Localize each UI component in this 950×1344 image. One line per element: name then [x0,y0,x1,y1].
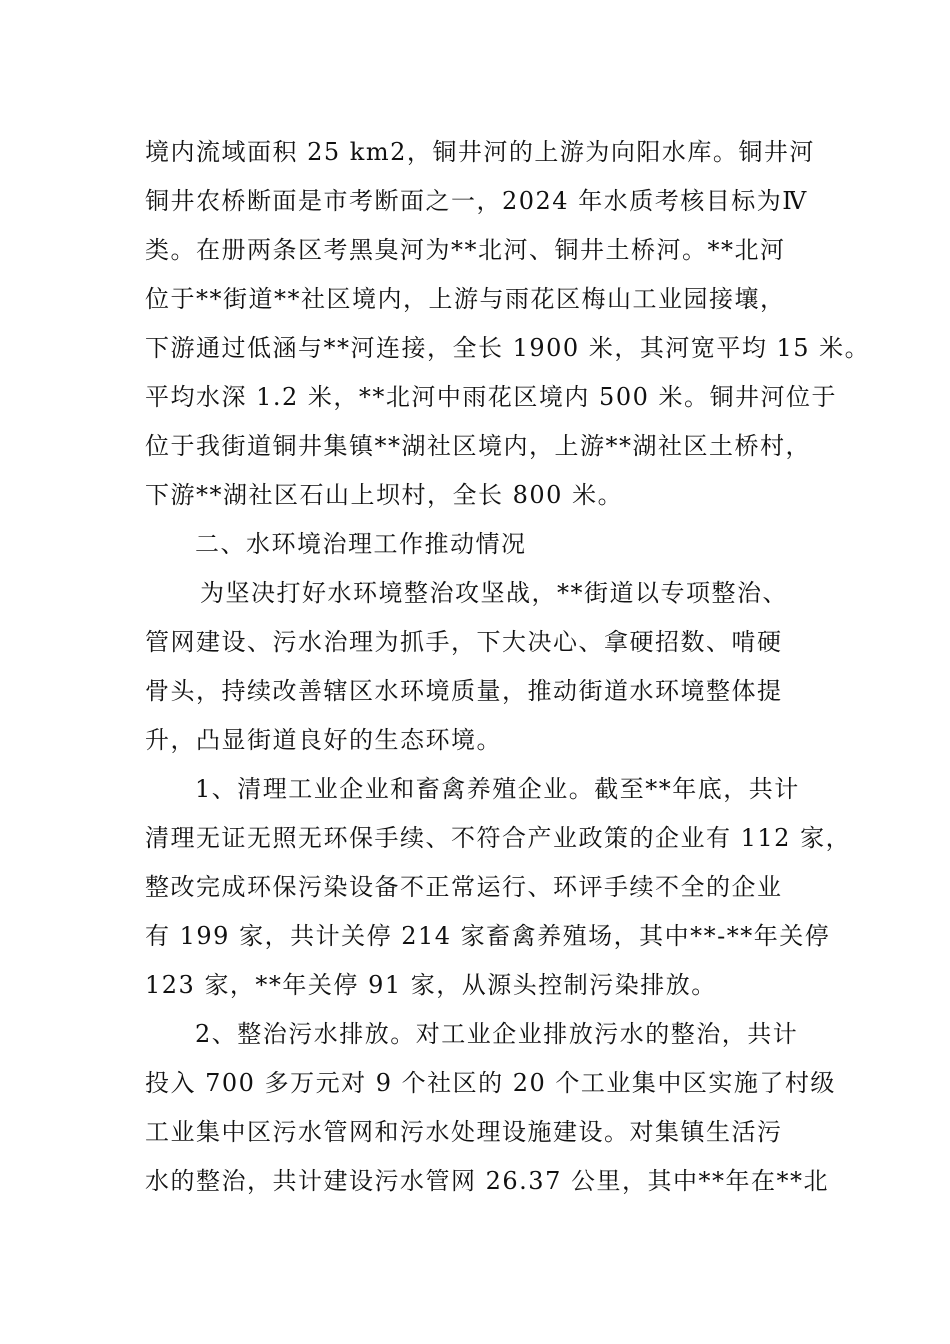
paragraph-line: 下游通过低涵与**河连接，全长 1900 米，其河宽平均 15 米。 [145,334,871,362]
paragraph-line: 境内流域面积 25 km2，铜井河的上游为向阳水库。铜井河 [145,138,815,166]
paragraph-line: 骨头，持续改善辖区水环境质量，推动街道水环境整体提 [145,677,783,705]
section-heading: 二、水环境治理工作推动情况 [195,530,527,558]
list-item-heading: 1、清理工业企业和畜禽养殖企业。截至**年底，共计 [195,775,800,803]
paragraph-line: 123 家，**年关停 91 家，从源头控制污染排放。 [145,971,717,999]
paragraph-line: 工业集中区污水管网和污水处理设施建设。对集镇生活污 [145,1118,783,1146]
paragraph-line: 平均水深 1.2 米，**北河中雨花区境内 500 米。铜井河位于 [145,383,837,411]
paragraph-line: 下游**湖社区石山上坝村，全长 800 米。 [145,481,624,509]
list-item-heading: 2、整治污水排放。对工业企业排放污水的整治，共计 [195,1020,799,1048]
paragraph-line: 类。在册两条区考黑臭河为**北河、铜井土桥河。**北河 [145,236,786,264]
paragraph-line: 管网建设、污水治理为抓手，下大决心、拿硬招数、啃硬 [145,628,783,656]
paragraph-line: 有 199 家，共计关停 214 家畜禽养殖场，其中**-**年关停 [145,922,831,950]
paragraph-line: 投入 700 多万元对 9 个社区的 20 个工业集中区实施了村级 [145,1069,836,1097]
paragraph-line: 位于我街道铜井集镇**湖社区境内，上游**湖社区土桥村， [145,432,811,460]
paragraph-line: 位于**街道**社区境内，上游与雨花区梅山工业园接壤， [145,285,786,313]
paragraph-line: 铜井农桥断面是市考断面之一，2024 年水质考核目标为Ⅳ [145,187,808,215]
paragraph-line: 为坚决打好水环境整治攻坚战，**街道以专项整治、 [200,579,788,607]
paragraph-line: 清理无证无照无环保手续、不符合产业政策的企业有 112 家， [145,824,852,852]
body-text [145,128,871,1206]
paragraph-line: 整改完成环保污染设备不正常运行、环评手续不全的企业 [145,873,783,901]
paragraph-line: 升，凸显街道良好的生态环境。 [145,726,502,754]
paragraph-line: 水的整治，共计建设污水管网 26.37 公里，其中**年在**北 [145,1167,829,1195]
